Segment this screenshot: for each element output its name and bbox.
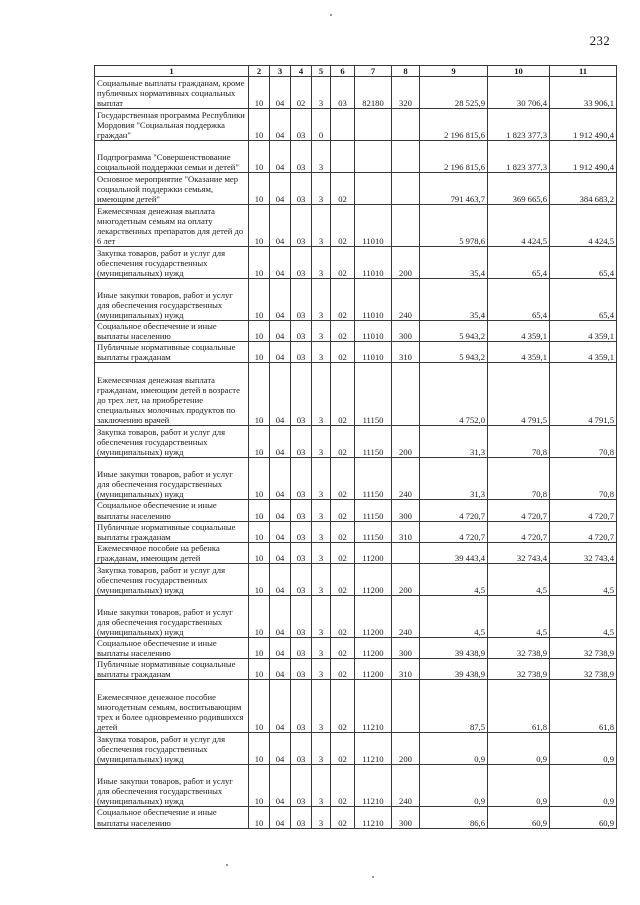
cell-col-4: 03 — [291, 765, 312, 807]
cell-col-9: 4 720,7 — [420, 521, 488, 542]
cell-col-10: 1 823 377,3 — [488, 141, 550, 173]
cell-col-11: 70,8 — [550, 426, 617, 458]
cell-col-5: 3 — [312, 279, 331, 321]
cell-col-7: 11150 — [355, 500, 392, 521]
cell-col-5: 3 — [312, 173, 331, 205]
cell-col-11: 1 912 490,4 — [550, 109, 617, 141]
cell-row-name: Социальное обеспечение и иные выплаты населению — [95, 321, 249, 342]
cell-col-8: 240 — [392, 765, 420, 807]
cell-col-10: 0,9 — [488, 733, 550, 765]
cell-col-6: 02 — [331, 659, 355, 680]
header-cell-4: 4 — [291, 66, 312, 77]
cell-col-4: 03 — [291, 173, 312, 205]
cell-col-2: 10 — [249, 205, 270, 247]
cell-col-11: 65,4 — [550, 247, 617, 279]
cell-col-4: 03 — [291, 205, 312, 247]
cell-col-4: 03 — [291, 458, 312, 500]
cell-col-7: 11200 — [355, 596, 392, 638]
cell-col-9: 0,9 — [420, 765, 488, 807]
cell-col-2: 10 — [249, 173, 270, 205]
cell-col-6: 02 — [331, 596, 355, 638]
cell-col-7: 11210 — [355, 680, 392, 733]
cell-col-2: 10 — [249, 141, 270, 173]
cell-col-3: 04 — [270, 247, 291, 279]
cell-col-3: 04 — [270, 680, 291, 733]
cell-col-7: 11010 — [355, 321, 392, 342]
header-cell-11: 11 — [550, 66, 617, 77]
cell-col-8: 200 — [392, 426, 420, 458]
cell-col-7: 11200 — [355, 659, 392, 680]
cell-col-4: 03 — [291, 521, 312, 542]
cell-col-8: 240 — [392, 596, 420, 638]
cell-col-2: 10 — [249, 638, 270, 659]
header-cell-1: 1 — [95, 66, 249, 77]
table-row — [95, 638, 617, 659]
cell-col-7: 11010 — [355, 342, 392, 363]
header-cell-3: 3 — [270, 66, 291, 77]
table-row — [95, 500, 617, 521]
cell-col-5: 3 — [312, 426, 331, 458]
cell-col-5: 3 — [312, 765, 331, 807]
cell-col-4: 03 — [291, 321, 312, 342]
table-row — [95, 542, 617, 563]
table-row — [95, 765, 617, 807]
cell-col-8: 200 — [392, 247, 420, 279]
cell-col-11: 4 359,1 — [550, 342, 617, 363]
cell-col-5: 3 — [312, 542, 331, 563]
cell-row-name: Иные закупки товаров, работ и услуг для обеспечения государственных (муниципальных) нужд — [95, 765, 249, 807]
cell-col-9: 31,3 — [420, 458, 488, 500]
cell-col-5: 3 — [312, 141, 331, 173]
cell-col-6: 02 — [331, 500, 355, 521]
cell-col-9: 2 196 815,6 — [420, 141, 488, 173]
cell-col-10: 4 720,7 — [488, 500, 550, 521]
cell-col-8 — [392, 173, 420, 205]
table-row — [95, 807, 617, 828]
cell-col-7: 11150 — [355, 363, 392, 426]
cell-col-2: 10 — [249, 564, 270, 596]
cell-col-9: 4 752,0 — [420, 363, 488, 426]
cell-col-9: 4 720,7 — [420, 500, 488, 521]
cell-col-10: 65,4 — [488, 279, 550, 321]
cell-col-10: 4 791,5 — [488, 363, 550, 426]
table-row — [95, 205, 617, 247]
cell-col-5: 3 — [312, 521, 331, 542]
cell-col-4: 03 — [291, 680, 312, 733]
cell-col-8: 310 — [392, 342, 420, 363]
cell-col-6: 02 — [331, 733, 355, 765]
cell-col-2: 10 — [249, 596, 270, 638]
cell-col-10: 70,8 — [488, 458, 550, 500]
scan-speck — [372, 876, 374, 878]
cell-row-name: Социальное обеспечение и иные выплаты населению — [95, 500, 249, 521]
cell-col-10: 4,5 — [488, 564, 550, 596]
cell-col-7 — [355, 141, 392, 173]
cell-col-3: 04 — [270, 279, 291, 321]
table-row — [95, 279, 617, 321]
cell-col-2: 10 — [249, 363, 270, 426]
cell-col-8: 300 — [392, 500, 420, 521]
cell-row-name: Публичные нормативные социальные выплаты гражданам — [95, 521, 249, 542]
cell-col-9: 35,4 — [420, 279, 488, 321]
cell-row-name: Публичные нормативные социальные выплаты гражданам — [95, 342, 249, 363]
cell-col-7: 11010 — [355, 247, 392, 279]
cell-col-2: 10 — [249, 733, 270, 765]
cell-col-6: 02 — [331, 342, 355, 363]
table-row — [95, 363, 617, 426]
table-row — [95, 247, 617, 279]
cell-col-11: 4 720,7 — [550, 521, 617, 542]
cell-col-11: 33 906,1 — [550, 77, 617, 109]
cell-col-8 — [392, 363, 420, 426]
cell-col-4: 03 — [291, 141, 312, 173]
cell-col-2: 10 — [249, 109, 270, 141]
cell-col-3: 04 — [270, 542, 291, 563]
cell-col-10: 65,4 — [488, 247, 550, 279]
header-cell-2: 2 — [249, 66, 270, 77]
cell-col-6: 02 — [331, 426, 355, 458]
cell-col-5: 3 — [312, 564, 331, 596]
cell-col-9: 35,4 — [420, 247, 488, 279]
cell-col-6: 02 — [331, 279, 355, 321]
cell-col-9: 87,5 — [420, 680, 488, 733]
cell-col-3: 04 — [270, 659, 291, 680]
cell-col-9: 39 438,9 — [420, 659, 488, 680]
cell-col-6: 02 — [331, 458, 355, 500]
cell-col-8: 240 — [392, 458, 420, 500]
cell-row-name: Публичные нормативные социальные выплаты гражданам — [95, 659, 249, 680]
cell-col-7: 82180 — [355, 77, 392, 109]
scan-speck — [226, 864, 228, 866]
header-row — [95, 66, 617, 77]
cell-col-9: 39 438,9 — [420, 638, 488, 659]
cell-col-11: 384 683,2 — [550, 173, 617, 205]
cell-col-8: 240 — [392, 279, 420, 321]
cell-col-3: 04 — [270, 321, 291, 342]
cell-row-name: Ежемесячное денежное пособие многодетным семьям, воспитывающим трех и более одновременно родившихся детей — [95, 680, 249, 733]
cell-col-3: 04 — [270, 765, 291, 807]
cell-col-3: 04 — [270, 807, 291, 828]
cell-col-5: 3 — [312, 733, 331, 765]
cell-col-4: 03 — [291, 564, 312, 596]
cell-col-10: 0,9 — [488, 765, 550, 807]
cell-row-name: Закупка товаров, работ и услуг для обеспечения государственных (муниципальных) нужд — [95, 426, 249, 458]
cell-col-6: 02 — [331, 807, 355, 828]
cell-col-6: 02 — [331, 173, 355, 205]
cell-col-2: 10 — [249, 521, 270, 542]
cell-row-name: Основное мероприятие "Оказание мер социальной поддержки семьям, имеющим детей" — [95, 173, 249, 205]
cell-col-7: 11010 — [355, 279, 392, 321]
cell-col-5: 3 — [312, 205, 331, 247]
cell-col-2: 10 — [249, 659, 270, 680]
table-row — [95, 109, 617, 141]
cell-col-3: 04 — [270, 141, 291, 173]
cell-col-11: 4 791,5 — [550, 363, 617, 426]
cell-col-6 — [331, 109, 355, 141]
scan-speck — [330, 14, 332, 16]
cell-col-3: 04 — [270, 564, 291, 596]
cell-col-4: 03 — [291, 807, 312, 828]
cell-col-7: 11200 — [355, 542, 392, 563]
cell-col-2: 10 — [249, 321, 270, 342]
cell-col-2: 10 — [249, 680, 270, 733]
table-row — [95, 321, 617, 342]
cell-col-8: 200 — [392, 733, 420, 765]
budget-table — [94, 65, 617, 829]
table-row — [95, 77, 617, 109]
cell-col-9: 0,9 — [420, 733, 488, 765]
cell-col-11: 0,9 — [550, 765, 617, 807]
cell-col-5: 3 — [312, 247, 331, 279]
cell-col-5: 3 — [312, 680, 331, 733]
table-row — [95, 458, 617, 500]
cell-col-3: 04 — [270, 458, 291, 500]
cell-col-10: 4,5 — [488, 596, 550, 638]
cell-row-name: Подпрограмма "Совершенствование социальной поддержки семьи и детей" — [95, 141, 249, 173]
cell-col-8 — [392, 141, 420, 173]
cell-col-6: 02 — [331, 638, 355, 659]
cell-col-5: 3 — [312, 321, 331, 342]
cell-col-3: 04 — [270, 638, 291, 659]
cell-col-6: 02 — [331, 680, 355, 733]
header-cell-7: 7 — [355, 66, 392, 77]
cell-col-5: 3 — [312, 638, 331, 659]
cell-col-5: 3 — [312, 458, 331, 500]
cell-col-7: 11150 — [355, 521, 392, 542]
header-cell-8: 8 — [392, 66, 420, 77]
cell-col-10: 60,9 — [488, 807, 550, 828]
cell-col-4: 03 — [291, 659, 312, 680]
cell-col-6: 02 — [331, 521, 355, 542]
cell-col-8: 300 — [392, 638, 420, 659]
cell-col-7: 11200 — [355, 564, 392, 596]
cell-col-11: 60,9 — [550, 807, 617, 828]
cell-col-2: 10 — [249, 807, 270, 828]
cell-col-9: 5 943,2 — [420, 321, 488, 342]
cell-col-3: 04 — [270, 205, 291, 247]
cell-col-7: 11210 — [355, 807, 392, 828]
cell-col-11: 4 359,1 — [550, 321, 617, 342]
cell-col-4: 03 — [291, 279, 312, 321]
cell-col-7: 11150 — [355, 458, 392, 500]
cell-col-11: 65,4 — [550, 279, 617, 321]
cell-col-8: 200 — [392, 564, 420, 596]
cell-col-2: 10 — [249, 542, 270, 563]
table-row — [95, 521, 617, 542]
cell-row-name: Закупка товаров, работ и услуг для обеспечения государственных (муниципальных) нужд — [95, 564, 249, 596]
cell-col-8: 310 — [392, 521, 420, 542]
cell-col-10: 61,8 — [488, 680, 550, 733]
cell-col-9: 4,5 — [420, 596, 488, 638]
cell-col-10: 32 738,9 — [488, 659, 550, 680]
cell-col-4: 03 — [291, 638, 312, 659]
table-row — [95, 173, 617, 205]
cell-col-3: 04 — [270, 173, 291, 205]
cell-col-11: 4,5 — [550, 596, 617, 638]
cell-col-7: 11200 — [355, 638, 392, 659]
cell-col-7: 11010 — [355, 205, 392, 247]
table-row — [95, 141, 617, 173]
cell-row-name: Ежемесячное пособие на ребенка гражданам, имеющим детей — [95, 542, 249, 563]
cell-row-name: Закупка товаров, работ и услуг для обеспечения государственных (муниципальных) нужд — [95, 733, 249, 765]
cell-col-6 — [331, 141, 355, 173]
cell-col-8 — [392, 542, 420, 563]
cell-col-8 — [392, 109, 420, 141]
cell-col-3: 04 — [270, 521, 291, 542]
cell-col-11: 0,9 — [550, 733, 617, 765]
cell-col-5: 3 — [312, 500, 331, 521]
cell-col-8: 300 — [392, 807, 420, 828]
cell-col-2: 10 — [249, 765, 270, 807]
cell-col-2: 10 — [249, 458, 270, 500]
cell-col-2: 10 — [249, 426, 270, 458]
cell-col-7: 11210 — [355, 765, 392, 807]
cell-col-4: 03 — [291, 363, 312, 426]
cell-col-10: 4 359,1 — [488, 342, 550, 363]
cell-col-11: 32 743,4 — [550, 542, 617, 563]
cell-col-3: 04 — [270, 733, 291, 765]
cell-col-3: 04 — [270, 500, 291, 521]
cell-col-9: 5 943,2 — [420, 342, 488, 363]
cell-col-5: 0 — [312, 109, 331, 141]
cell-col-4: 03 — [291, 247, 312, 279]
cell-row-name: Иные закупки товаров, работ и услуг для обеспечения государственных (муниципальных) нужд — [95, 596, 249, 638]
cell-col-11: 4,5 — [550, 564, 617, 596]
cell-col-6: 02 — [331, 247, 355, 279]
cell-row-name: Иные закупки товаров, работ и услуг для обеспечения государственных (муниципальных) нужд — [95, 279, 249, 321]
cell-col-3: 04 — [270, 342, 291, 363]
cell-col-6: 02 — [331, 542, 355, 563]
cell-col-5: 3 — [312, 596, 331, 638]
cell-col-4: 02 — [291, 77, 312, 109]
cell-col-5: 3 — [312, 342, 331, 363]
cell-row-name: Социальные выплаты гражданам, кроме публичных нормативных социальных выплат — [95, 77, 249, 109]
cell-row-name: Ежемесячная денежная выплата многодетным семьям на оплату лекарственных препаратов для детей до 6 лет — [95, 205, 249, 247]
cell-col-10: 70,8 — [488, 426, 550, 458]
header-cell-9: 9 — [420, 66, 488, 77]
cell-row-name: Государственная программа Республики Мордовия "Социальная поддержка граждан" — [95, 109, 249, 141]
cell-col-9: 791 463,7 — [420, 173, 488, 205]
cell-col-11: 32 738,9 — [550, 659, 617, 680]
cell-col-9: 28 525,9 — [420, 77, 488, 109]
cell-col-4: 03 — [291, 109, 312, 141]
cell-col-2: 10 — [249, 342, 270, 363]
cell-row-name: Ежемесячная денежная выплата гражданам, имеющим детей в возрасте до трех лет, на приобретение специальных молочных продуктов по заключению врачей — [95, 363, 249, 426]
cell-col-11: 70,8 — [550, 458, 617, 500]
cell-col-8: 300 — [392, 321, 420, 342]
cell-col-11: 61,8 — [550, 680, 617, 733]
cell-col-6: 02 — [331, 564, 355, 596]
cell-col-7 — [355, 109, 392, 141]
cell-col-8 — [392, 205, 420, 247]
cell-row-name: Социальное обеспечение и иные выплаты населению — [95, 638, 249, 659]
cell-row-name: Социальное обеспечение и иные выплаты населению — [95, 807, 249, 828]
cell-col-4: 03 — [291, 733, 312, 765]
cell-col-7: 11210 — [355, 733, 392, 765]
cell-col-10: 32 738,9 — [488, 638, 550, 659]
cell-col-6: 03 — [331, 77, 355, 109]
cell-col-2: 10 — [249, 77, 270, 109]
cell-col-7 — [355, 173, 392, 205]
cell-col-3: 04 — [270, 363, 291, 426]
cell-col-4: 03 — [291, 426, 312, 458]
cell-col-4: 03 — [291, 596, 312, 638]
table-row — [95, 596, 617, 638]
table-row — [95, 564, 617, 596]
table-row — [95, 733, 617, 765]
page-number: 232 — [589, 33, 610, 48]
table-row — [95, 426, 617, 458]
table-row — [95, 680, 617, 733]
cell-col-11: 4 720,7 — [550, 500, 617, 521]
table-body — [95, 77, 617, 829]
cell-col-8: 310 — [392, 659, 420, 680]
cell-col-7: 11150 — [355, 426, 392, 458]
cell-col-10: 4 720,7 — [488, 521, 550, 542]
cell-row-name: Закупка товаров, работ и услуг для обеспечения государственных (муниципальных) нужд — [95, 247, 249, 279]
cell-col-2: 10 — [249, 500, 270, 521]
cell-col-5: 3 — [312, 807, 331, 828]
cell-col-3: 04 — [270, 77, 291, 109]
cell-col-10: 4 424,5 — [488, 205, 550, 247]
cell-col-9: 4,5 — [420, 564, 488, 596]
cell-col-2: 10 — [249, 279, 270, 321]
cell-col-9: 31,3 — [420, 426, 488, 458]
cell-col-3: 04 — [270, 109, 291, 141]
cell-col-8 — [392, 680, 420, 733]
cell-col-6: 02 — [331, 205, 355, 247]
header-cell-10: 10 — [488, 66, 550, 77]
cell-col-9: 86,6 — [420, 807, 488, 828]
cell-col-9: 39 443,4 — [420, 542, 488, 563]
cell-col-5: 3 — [312, 363, 331, 426]
cell-col-9: 5 978,6 — [420, 205, 488, 247]
cell-col-2: 10 — [249, 247, 270, 279]
table-row — [95, 342, 617, 363]
cell-col-8: 320 — [392, 77, 420, 109]
cell-col-10: 4 359,1 — [488, 321, 550, 342]
cell-col-4: 03 — [291, 542, 312, 563]
header-cell-5: 5 — [312, 66, 331, 77]
cell-col-10: 369 665,6 — [488, 173, 550, 205]
cell-col-5: 3 — [312, 659, 331, 680]
cell-col-10: 30 706,4 — [488, 77, 550, 109]
cell-col-11: 1 912 490,4 — [550, 141, 617, 173]
cell-col-10: 32 743,4 — [488, 542, 550, 563]
cell-col-5: 3 — [312, 77, 331, 109]
cell-col-4: 03 — [291, 500, 312, 521]
cell-col-6: 02 — [331, 765, 355, 807]
cell-col-4: 03 — [291, 342, 312, 363]
table-row — [95, 659, 617, 680]
header-cell-6: 6 — [331, 66, 355, 77]
cell-col-3: 04 — [270, 596, 291, 638]
cell-col-3: 04 — [270, 426, 291, 458]
cell-col-11: 32 738,9 — [550, 638, 617, 659]
cell-col-6: 02 — [331, 321, 355, 342]
table-header — [95, 66, 617, 77]
cell-col-11: 4 424,5 — [550, 205, 617, 247]
cell-col-6: 02 — [331, 363, 355, 426]
cell-col-9: 2 196 815,6 — [420, 109, 488, 141]
cell-row-name: Иные закупки товаров, работ и услуг для обеспечения государственных (муниципальных) нужд — [95, 458, 249, 500]
cell-col-10: 1 823 377,3 — [488, 109, 550, 141]
